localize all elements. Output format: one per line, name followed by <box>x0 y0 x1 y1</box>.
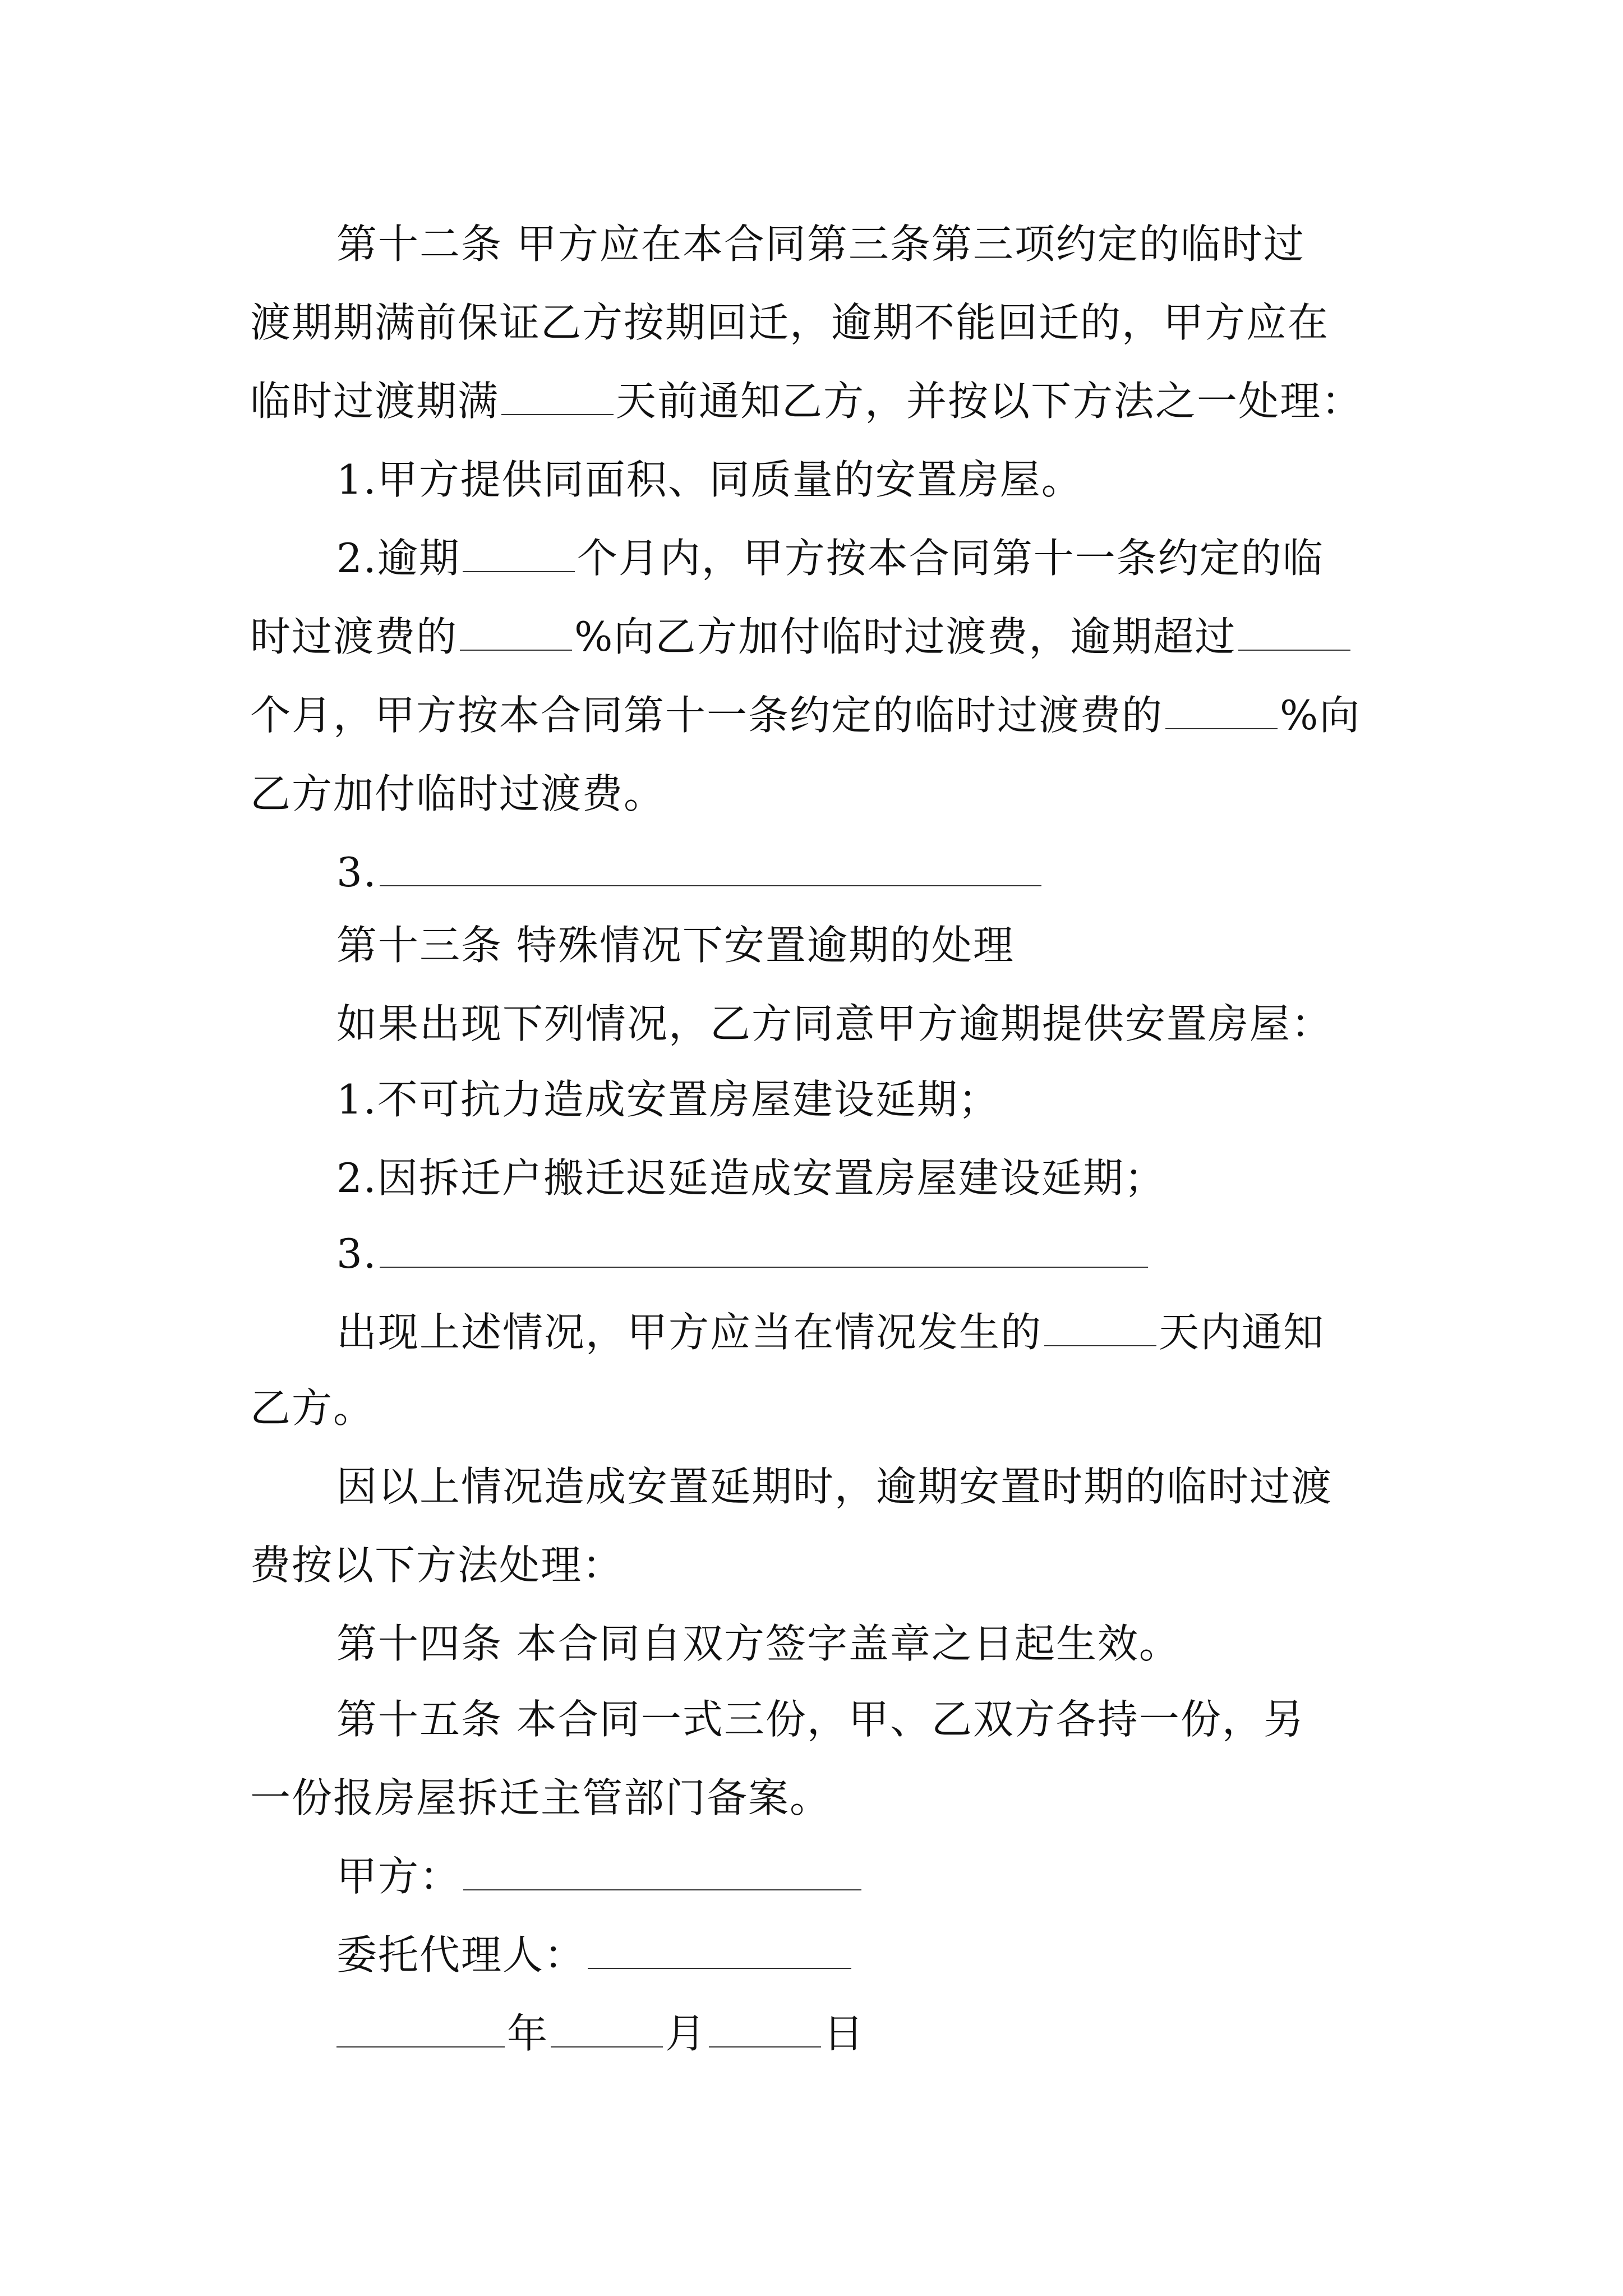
day-label: 日 <box>823 2010 865 2057</box>
article-12-line-6 <box>250 690 1361 740</box>
article-13-intro <box>336 999 1332 1049</box>
label: 委托代理人： <box>336 1931 586 1978</box>
article-12-line-5 <box>250 611 1353 662</box>
text: 2.因拆迁户搬迁迟延造成安置房屋建设延期； <box>336 1154 1166 1202</box>
article-15-line-2 <box>250 1773 831 1823</box>
month-label: 月 <box>665 2010 707 2057</box>
text: 渡期期满前保证乙方按期回迁，逾期不能回迁的，甲方应在 <box>250 299 1330 346</box>
blank-field[interactable] <box>380 852 1041 886</box>
blank-field[interactable] <box>1165 694 1278 729</box>
article-12-line-3 <box>250 376 1363 426</box>
article-12-item-3 <box>336 847 1044 898</box>
text: %向 <box>1280 692 1361 739</box>
text: 临时过渡期满 <box>250 378 500 425</box>
text: 时过渡费的 <box>250 613 458 660</box>
text: 第十三条 特殊情况下安置逾期的处理 <box>336 922 1015 969</box>
date-line <box>336 2008 865 2059</box>
text: 第十五条 本合同一式三份，甲、乙双方各持一份，另 <box>336 1696 1305 1743</box>
label: 甲方： <box>336 1853 462 1900</box>
article-12-line-7 <box>250 769 665 819</box>
party-a-field[interactable] <box>463 1856 861 1890</box>
article-12-item-2 <box>336 533 1324 583</box>
article-13-notice-line-2 <box>250 1383 375 1433</box>
text: 3. <box>336 849 377 896</box>
article-15-line-1 <box>336 1694 1305 1745</box>
year-field[interactable] <box>336 2013 505 2047</box>
article-13-item-2 <box>336 1153 1166 1203</box>
article-13-notice-line-1 <box>336 1307 1325 1358</box>
text: 个月，甲方按本合同第十一条约定的临时过渡费的 <box>250 692 1164 739</box>
text: 1.不可抗力造成安置房屋建设延期； <box>336 1076 1000 1123</box>
article-13-item-3 <box>336 1228 1150 1279</box>
text: 2.逾期 <box>336 535 460 582</box>
text: 1.甲方提供同面积、同质量的安置房屋。 <box>336 456 1083 503</box>
year-label: 年 <box>507 2010 549 2057</box>
text: 出现上述情况，甲方应当在情况发生的 <box>336 1309 1043 1356</box>
article-13-title <box>336 920 1015 970</box>
party-a-signature <box>336 1851 864 1902</box>
text: 因以上情况造成安置延期时，逾期安置时期的临时过渡 <box>336 1463 1333 1510</box>
article-14 <box>336 1618 1181 1669</box>
day-field[interactable] <box>709 2013 821 2047</box>
blank-field[interactable] <box>501 380 614 415</box>
article-13-item-1 <box>336 1074 1000 1125</box>
blank-field[interactable] <box>460 616 572 651</box>
text: 乙方加付临时过渡费。 <box>250 770 666 817</box>
text: 3. <box>336 1230 377 1277</box>
text: 个月内，甲方按本合同第十一条约定的临 <box>577 535 1324 582</box>
blank-field[interactable] <box>463 537 575 572</box>
text: 天前通知乙方，并按以下方法之一处理： <box>616 378 1363 425</box>
text: 第十四条 本合同自双方签字盖章之日起生效。 <box>336 1620 1181 1667</box>
text: 费按以下方法处理： <box>250 1542 624 1589</box>
agent-field[interactable] <box>588 1934 851 1969</box>
blank-field[interactable] <box>1238 616 1350 651</box>
text: 一份报房屋拆迁主管部门备案。 <box>250 1774 832 1821</box>
text: 第十二条 甲方应在本合同第三条第三项约定的临时过 <box>336 220 1305 268</box>
text: 如果出现下列情况，乙方同意甲方逾期提供安置房屋： <box>336 1000 1333 1047</box>
month-field[interactable] <box>551 2013 663 2047</box>
article-13-fee-line-1 <box>336 1461 1332 1512</box>
text: %向乙方加付临时过渡费，逾期超过 <box>574 613 1237 660</box>
blank-field[interactable] <box>1044 1312 1156 1346</box>
article-12-line-2 <box>250 297 1329 348</box>
text: 乙方。 <box>250 1384 375 1432</box>
article-13-fee-line-2 <box>250 1540 624 1590</box>
agent-signature <box>336 1930 854 1980</box>
text: 天内通知 <box>1159 1309 1325 1356</box>
article-12-item-1 <box>336 454 1083 505</box>
article-12-line-1 <box>336 219 1305 269</box>
blank-field[interactable] <box>380 1233 1148 1268</box>
